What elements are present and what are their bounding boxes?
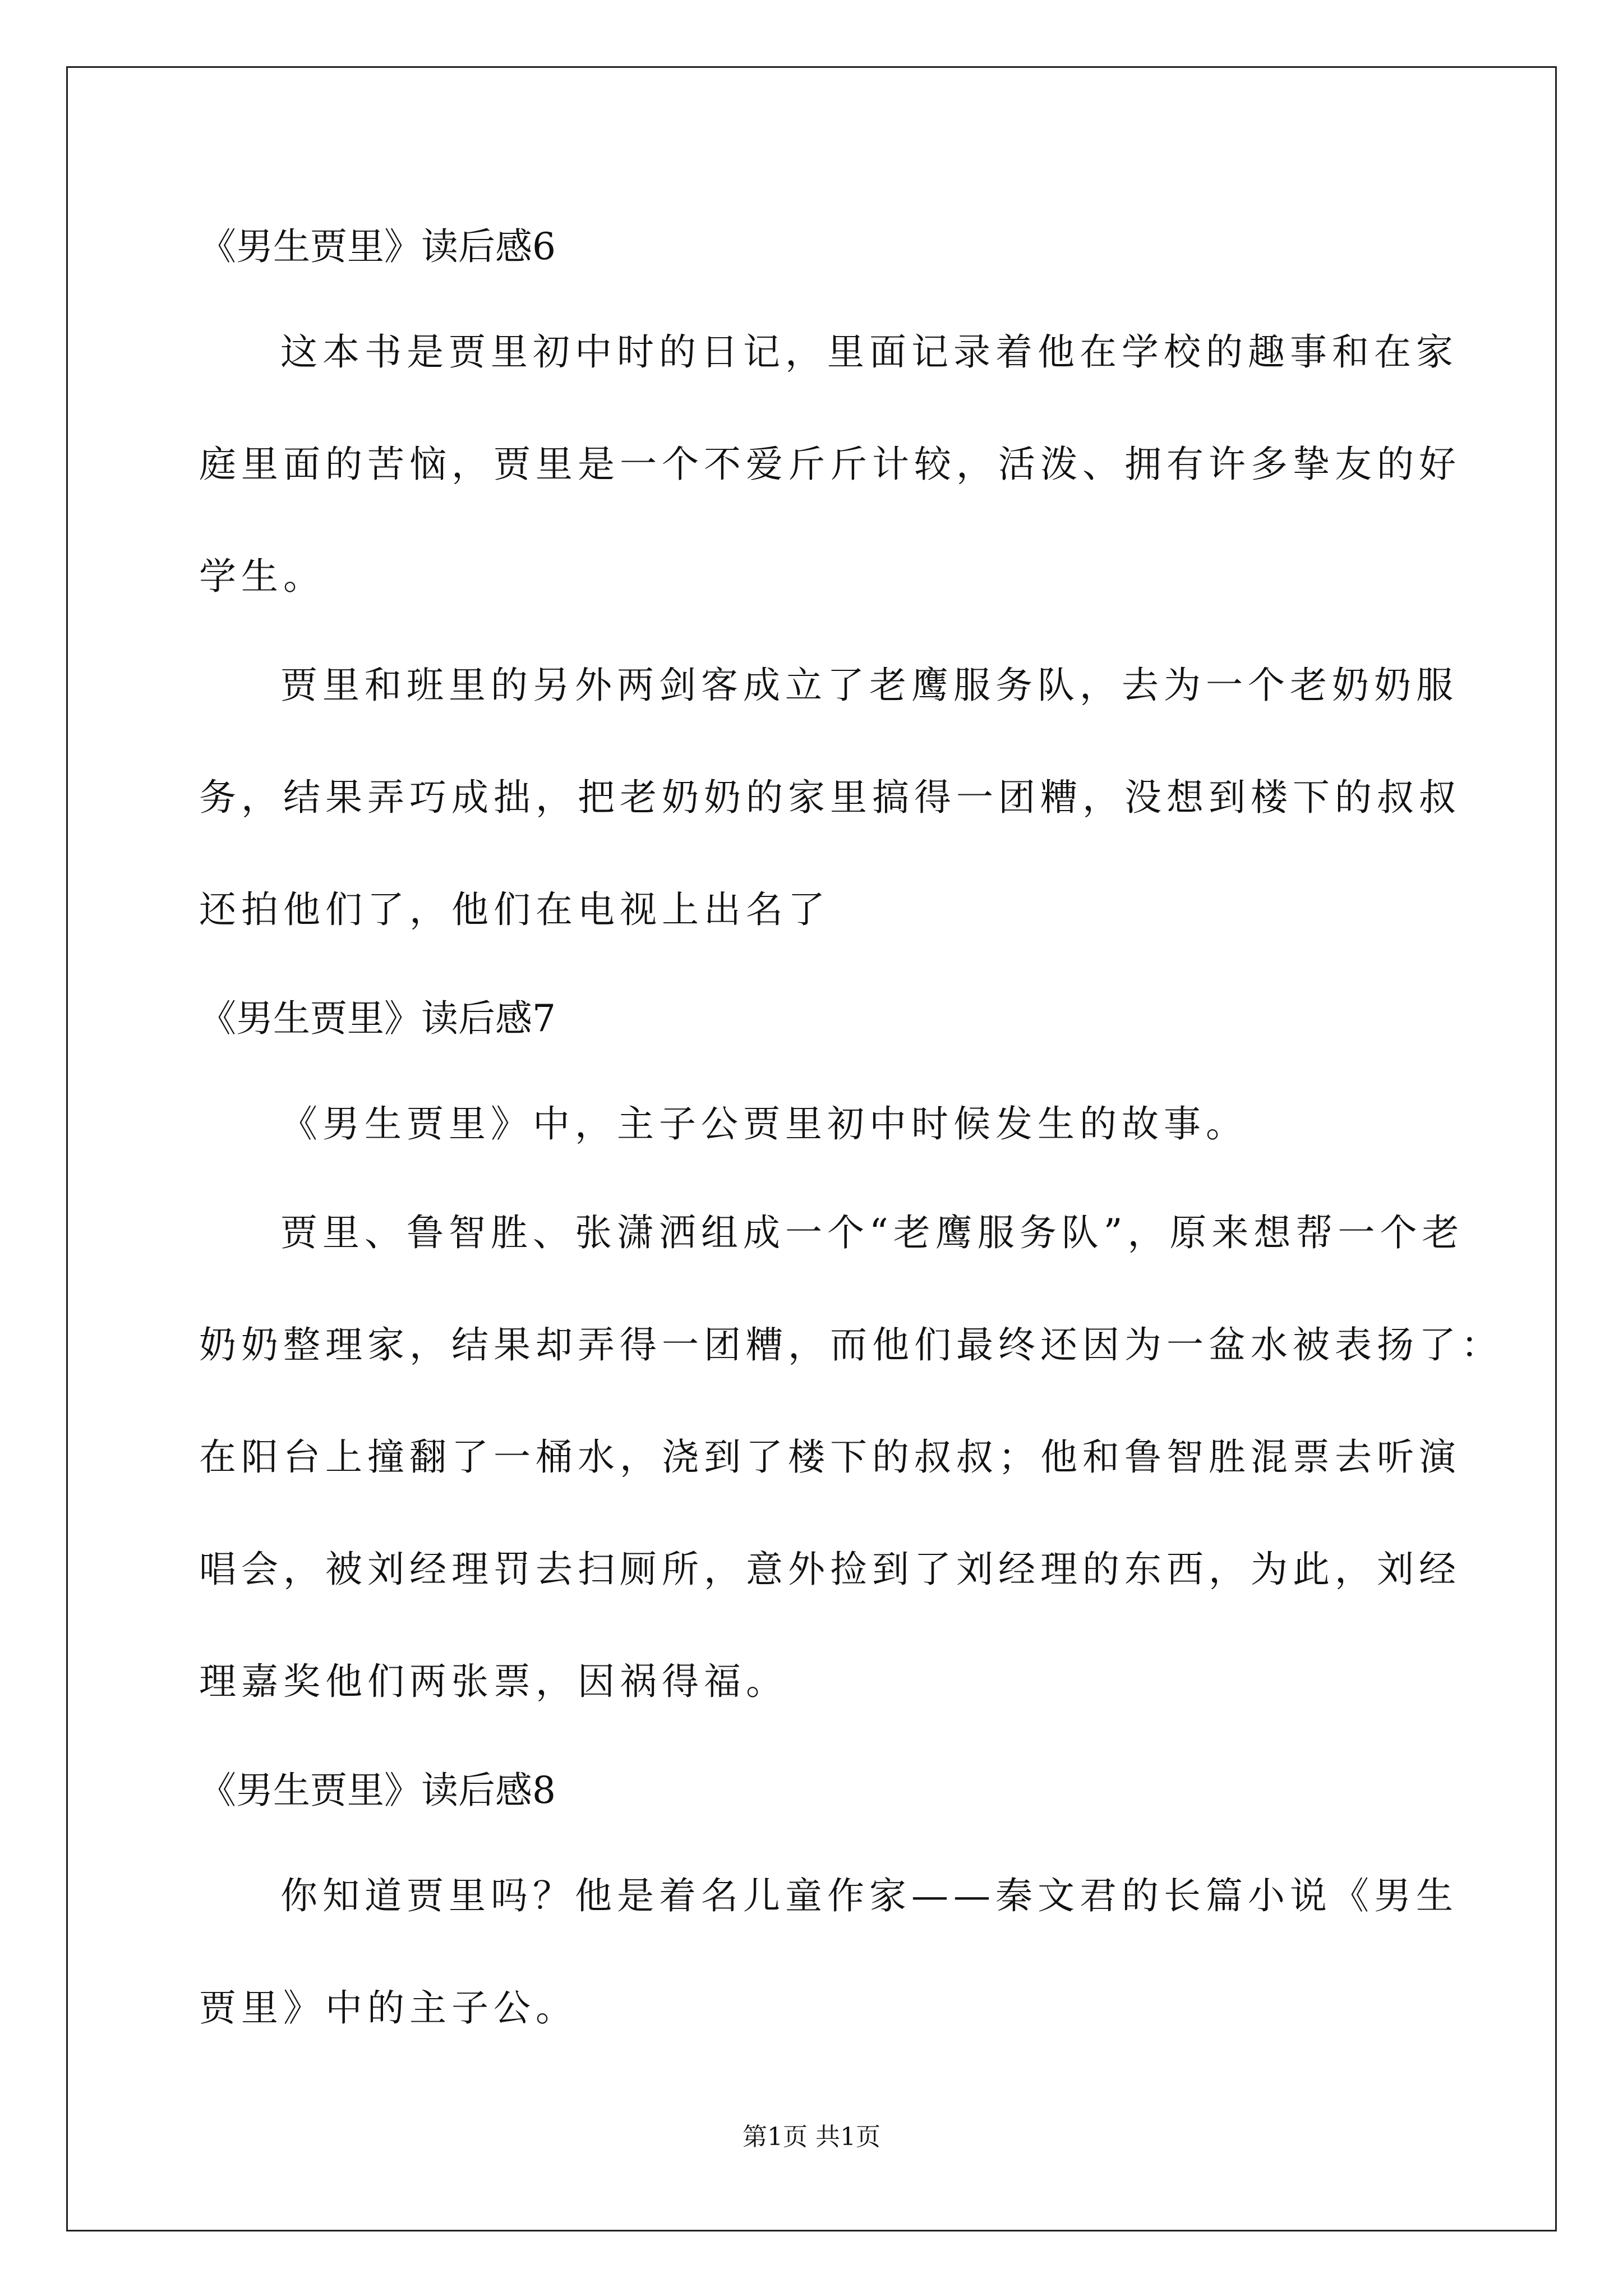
paragraph <box>199 1868 1458 2036</box>
text-line: 理嘉奖他们两张票，因祸得福。 <box>199 1660 788 1703</box>
text-line: 贾里》中的主子公。 <box>199 1986 578 2030</box>
text-line: 在阳台上撞翻了一桶水，浇到了楼下的叔叔；他和鲁智胜混票去听演 <box>199 1435 1461 1479</box>
text-line: 《男生贾里》中，主子公贾里初中时候发生的故事。 <box>280 1102 1248 1145</box>
page-footer: 第1页 共1页 <box>743 2123 880 2151</box>
section-heading-7: 《男生贾里》读后感7 <box>199 997 556 1040</box>
text-line: 务，结果弄巧成拙，把老奶奶的家里搞得一团糟，没想到楼下的叔叔 <box>199 776 1461 819</box>
paragraph <box>199 1205 1503 1710</box>
paragraph <box>199 324 1461 605</box>
text-line: 贾里和班里的另外两剑客成立了老鹰服务队，去为一个老奶奶服 <box>280 664 1458 707</box>
text-line: 学生。 <box>199 555 325 598</box>
text-line: 还拍他们了，他们在电视上出名了 <box>199 888 830 931</box>
text-line: 庭里面的苦恼，贾里是一个不爱斤斤计较，活泼、拥有许多挚友的好 <box>199 443 1461 486</box>
text-line: 奶奶整理家，结果却弄得一团糟，而他们最终还因为一盆水被表扬了： <box>199 1323 1503 1366</box>
paragraph <box>199 1096 1433 1152</box>
document-body <box>199 219 1503 2089</box>
text-line: 这本书是贾里初中时的日记，里面记录着他在学校的趣事和在家 <box>280 330 1458 374</box>
text-line: 你知道贾里吗？他是着名儿童作家——秦文君的长篇小说《男生 <box>280 1874 1458 1917</box>
text-line: 贾里、鲁智胜、张潇洒组成一个“老鹰服务队”，原来想帮一个老 <box>280 1211 1464 1254</box>
section-heading-6: 《男生贾里》读后感6 <box>199 225 556 268</box>
section-heading-8: 《男生贾里》读后感8 <box>199 1769 556 1812</box>
paragraph <box>199 657 1461 938</box>
text-line: 唱会，被刘经理罚去扫厕所，意外捡到了刘经理的东西，为此，刘经 <box>199 1548 1461 1591</box>
